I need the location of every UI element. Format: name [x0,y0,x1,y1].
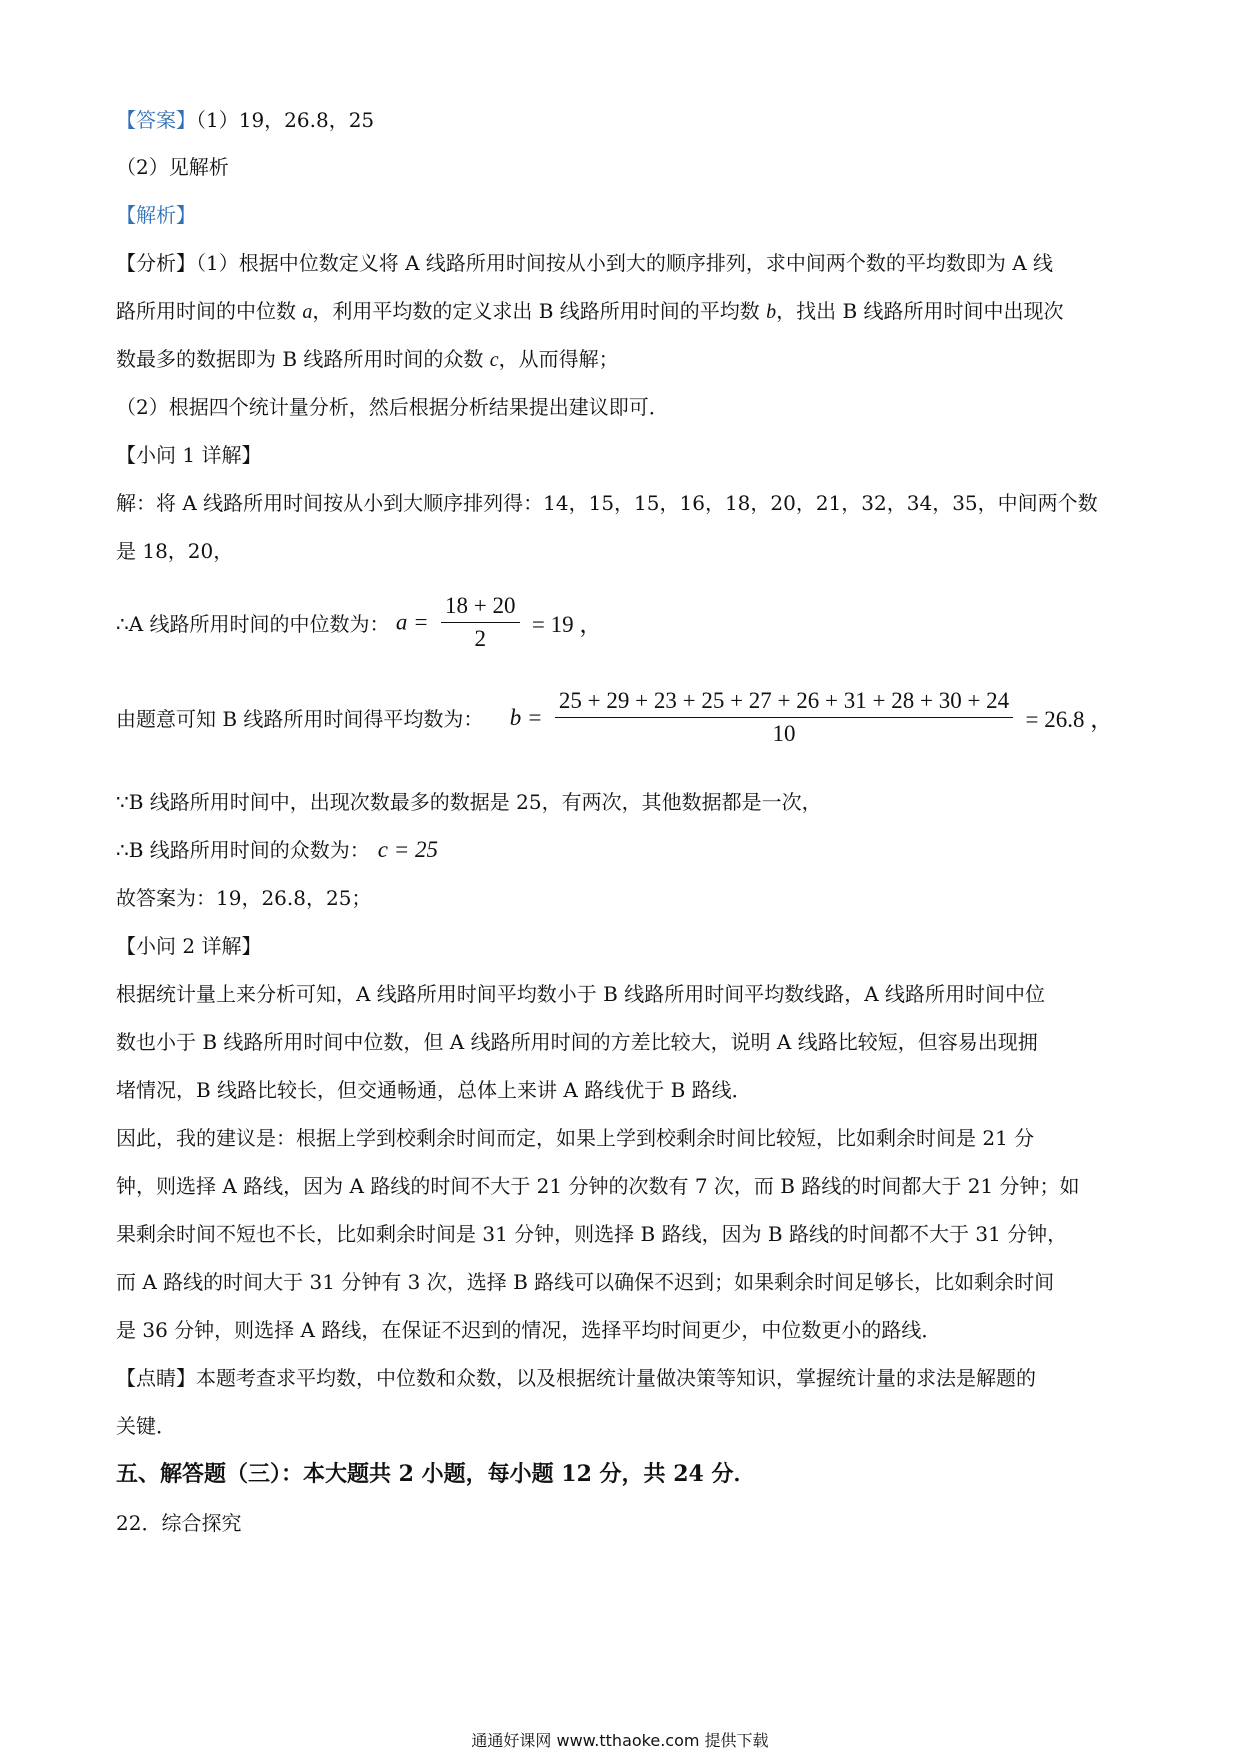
var-c: c [489,349,499,371]
mode-reason: ∵B 线路所用时间中，出现次数最多的数据是 25，有两次，其他数据都是一次， [116,790,822,814]
var-b: b [766,301,777,323]
page-footer: 通通好课网 www.tthaoke.com 提供下载 [471,1731,769,1750]
q2-p1-line-1: 根据统计量上来分析可知，A 线路所用时间平均数小于 B 线路所用时间平均数线路，A 线路所用时间中位 [116,982,1046,1006]
q1-line-1: 解：将 A 线路所用时间按从小到大顺序排列得：14，15，15，16，18，20，21，32，34，35，中间两个数 [116,491,1098,515]
answer-text: （1）19，26.8，25 [196,108,375,132]
q2-p1-line-2: 数也小于 B 线路所用时间中位数，但 A 线路所用时间的方差比较大，说明 A 线路比较短，但容易出现拥 [116,1030,1038,1054]
q2-p2-line-5: 是 36 分钟，则选择 A 路线，在保证不迟到的情况，选择平均时间更少，中位数更小的路线． [116,1318,942,1342]
question-22: 22．综合探究 [116,1511,242,1535]
answer-part2: （2）见解析 [116,155,229,179]
mode-equation: ∴B 线路所用时间的众数为： c = 25 [116,837,439,862]
dianjing-line-1: 【点睛】本题考查求平均数，中位数和众数，以及根据统计量做决策等知识，掌握统计量的求法是解题的 [116,1366,1036,1390]
analysis-tag: 【解析】 [116,203,196,227]
median-fraction: $\frac{18 + 20}{2}$ [441,593,519,652]
var-a: a [302,301,313,323]
q2-p2-line-3: 果剩余时间不短也不长，比如剩余时间是 31 分钟，则选择 B 路线，因为 B 路线的时间都不大于 31 分钟， [116,1222,1068,1246]
mean-equation: 由题意可知 B 线路所用时间得平均数为： b = $\frac{25 + 29 + 23 + 25 + 27 + 26 + 31 + 28 + 30 + 24}{10}$ = 26.8 ， [116,688,1114,746]
q1-final: 故答案为：19，26.8，25； [116,886,372,910]
fenxi-line-4: （2）根据四个统计量分析，然后根据分析结果提出建议即可． [116,395,669,419]
q2-p2-line-4: 而 A 路线的时间大于 31 分钟有 3 次，选择 B 路线可以确保不迟到；如果剩余时间足够长，比如剩余时间 [116,1270,1055,1294]
fenxi-line-3: 数最多的数据即为 B 线路所用时间的众数 c，从而得解； [116,347,619,371]
mean-fraction: $\frac{25 + 29 + 23 + 25 + 27 + 26 + 31 + 28 + 30 + 24}{10}$ [555,688,1013,747]
q2-p2-line-1: 因此，我的建议是：根据上学到校剩余时间而定，如果上学到校剩余时间比较短，比如剩余时间是 21 分 [116,1126,1035,1150]
dianjing-line-2: 关键． [116,1414,176,1438]
answer-line [116,108,1140,132]
q1-tag: 【小问 1 详解】 [116,443,262,467]
q2-p1-line-3: 堵情况，B 线路比较长，但交通畅通，总体上来讲 A 路线优于 B 路线． [116,1078,752,1102]
q2-p2-line-2: 钟，则选择 A 路线，因为 A 路线的时间不大于 21 分钟的次数有 7 次，而 B 路线的时间都大于 21 分钟；如 [116,1174,1080,1198]
fenxi-line-2: 路所用时间的中位数 a，利用平均数的定义求出 B 线路所用时间的平均数 b，找出 B 线路所用时间中出现次 [116,299,1064,323]
fenxi-line-1: 【分析】（1）根据中位数定义将 A 线路所用时间按从小到大的顺序排列，求中间两个数的平均数即为 A 线 [116,251,1054,275]
q2-tag: 【小问 2 详解】 [116,934,262,958]
median-equation: ∴A 线路所用时间的中位数为： a = $\frac{18 + 20}{2}$ = 19 ， [116,593,603,651]
section-heading: 五、解答题（三）：本大题共 2 小题，每小题 12 分，共 24 分． [116,1461,756,1487]
answer-tag: 【答案】 [116,108,196,132]
q1-line-2: 是 18，20， [116,539,234,563]
